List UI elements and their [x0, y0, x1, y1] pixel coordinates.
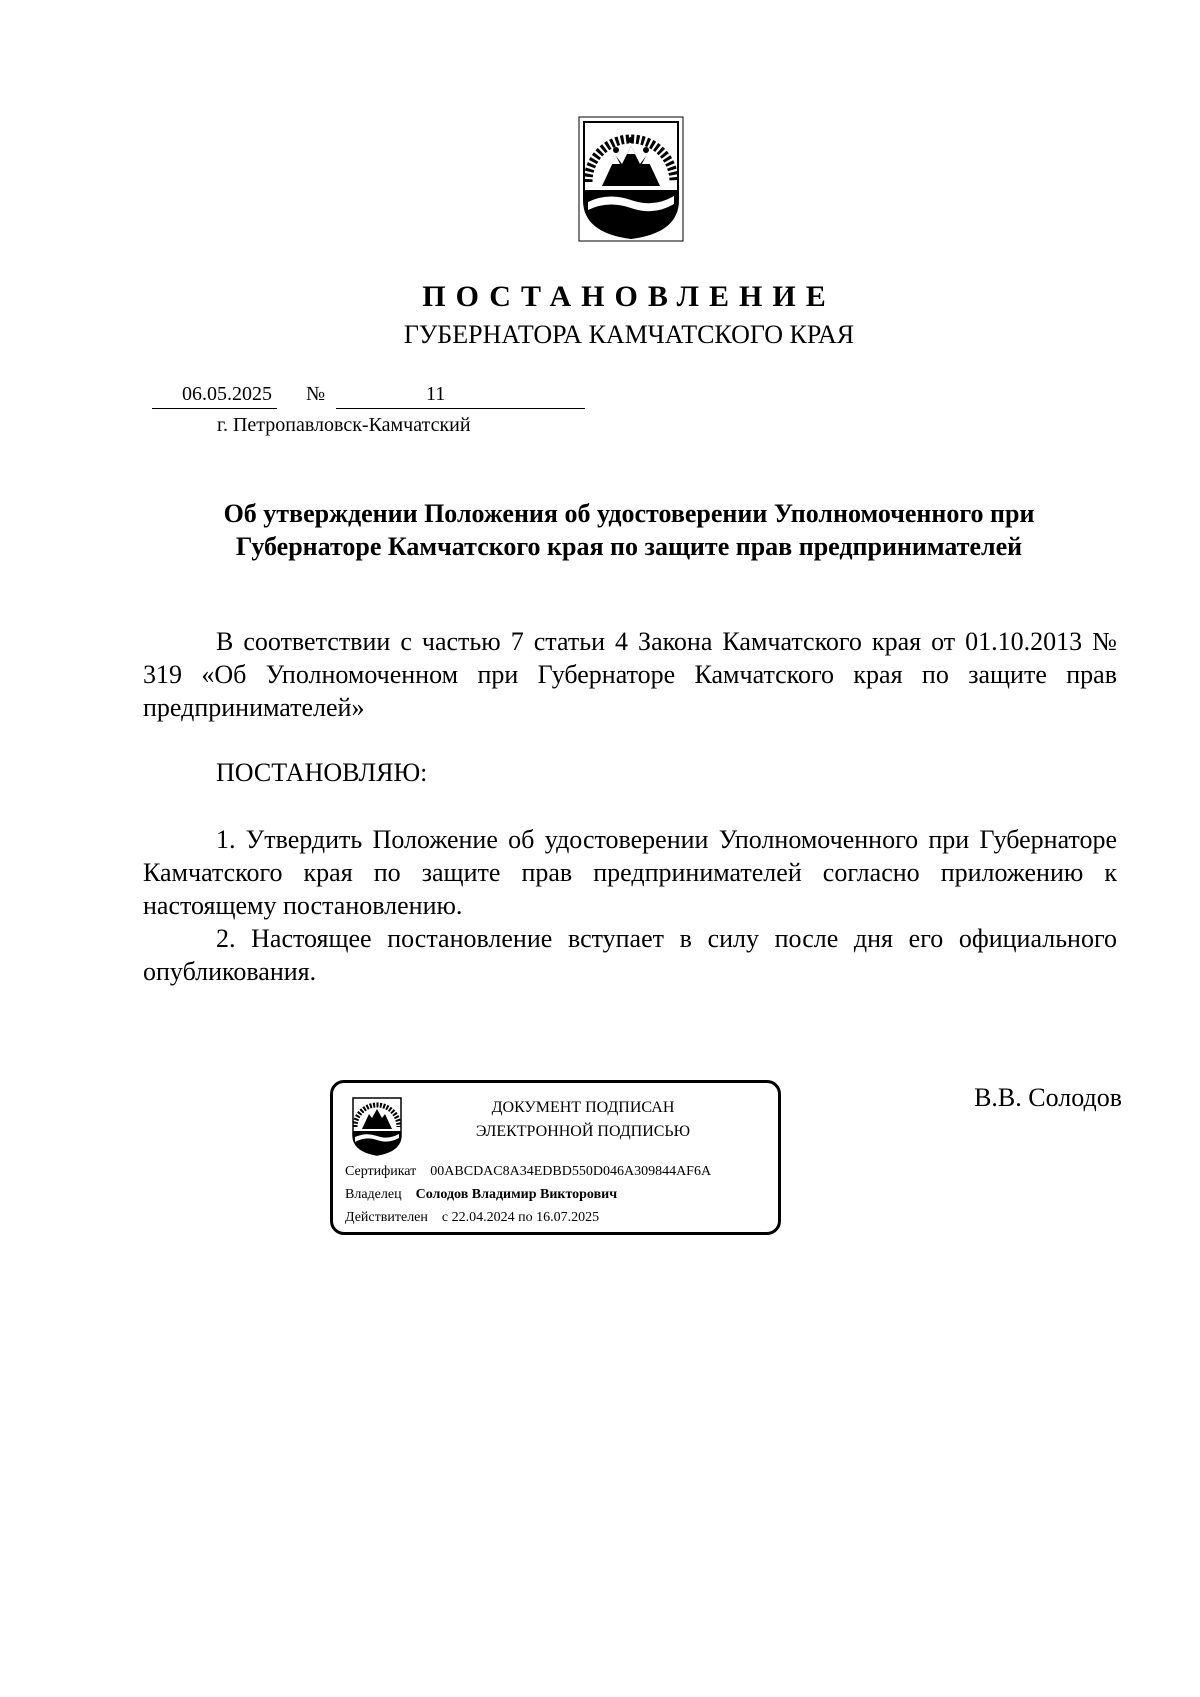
document-type-heading: ПОСТАНОВЛЕНИЕ: [422, 280, 836, 313]
document-date: 06.05.2025: [182, 383, 272, 405]
electronic-signature-stamp: [330, 1080, 781, 1235]
item-1-text: 1. Утвердить Положение об удостоверении Уполномоченного при Губернаторе Камчатского края по защите прав предпринимателей согласно приложению к настоящему постановлению.: [143, 825, 1117, 920]
validity-label: Действителен: [345, 1210, 428, 1225]
owner-label: Владелец: [345, 1187, 402, 1202]
kamchatka-coat-of-arms-icon: [578, 116, 684, 242]
item-2-paragraph: [143, 922, 1117, 988]
item-2-text: 2. Настоящее постановление вступает в силу после дня его официального опубликования.: [143, 924, 1117, 986]
document-subject: Об утверждении Положения об удостоверении Уполномоченного при Губернаторе Камчатского края по защите прав предпринимателей: [223, 499, 1035, 561]
number-underline: [336, 408, 585, 409]
city-of-issue: г. Петропавловск-Камчатский: [217, 414, 471, 436]
validity-value: с 22.04.2024 по 16.07.2025: [441, 1210, 600, 1225]
stamp-heading: [393, 1096, 773, 1144]
stamp-line-2: ЭЛЕКТРОННОЙ ПОДПИСЬЮ: [475, 1123, 691, 1140]
signer-name: В.В. Солодов: [974, 1083, 1122, 1112]
preamble-paragraph: [143, 625, 1117, 724]
validity-row: [345, 1210, 599, 1226]
issuing-authority: ГУБЕРНАТОРА КАМЧАТСКОГО КРАЯ: [403, 320, 855, 349]
decree-word: ПОСТАНОВЛЯЮ:: [216, 758, 428, 787]
number-sign: №: [306, 383, 326, 405]
item-1-paragraph: [143, 823, 1117, 922]
certificate-row: [345, 1164, 711, 1180]
stamp-line-1: ДОКУМЕНТ ПОДПИСАН: [491, 1099, 675, 1116]
owner-row: [345, 1187, 617, 1203]
certificate-value: 00ABCDAC8A34EDBD550D046A309844AF6A: [430, 1164, 712, 1179]
preamble-text: В соответствии с частью 7 статьи 4 Закона Камчатского края от 01.10.2013 № 319 «Об Уполномоченном при Губернаторе Камчатского края по защите прав предпринимателей»: [143, 627, 1117, 722]
document-number: 11: [426, 383, 446, 405]
owner-value: Солодов Владимир Викторович: [415, 1187, 618, 1202]
date-underline: [152, 408, 277, 409]
certificate-label: Сертификат: [345, 1164, 417, 1179]
